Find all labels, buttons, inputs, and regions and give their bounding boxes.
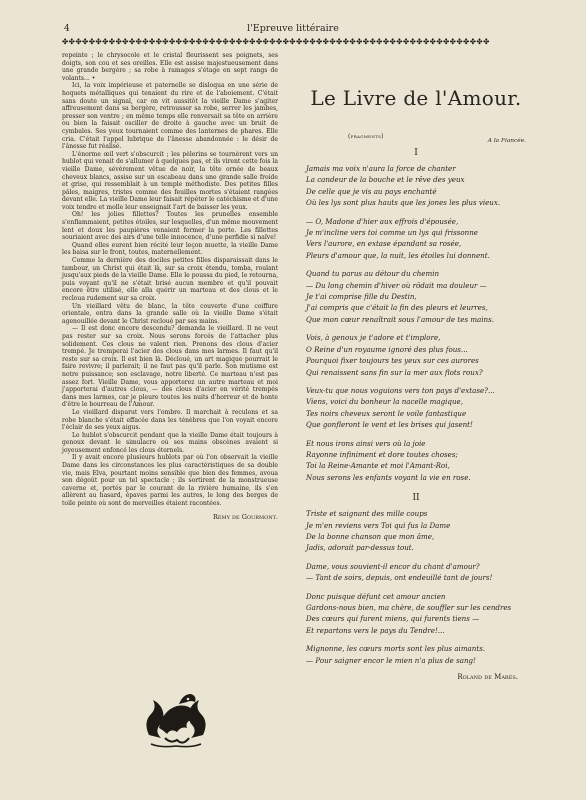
verse-line: — Du long chemin d'hiver où rôdait ma douleur — xyxy=(306,280,487,290)
section-number-2: II xyxy=(412,493,420,504)
left-column-prose xyxy=(62,52,278,521)
lion-emblem-icon xyxy=(141,680,211,750)
prose-paragraph: Il y avait encore plusieurs hublots par où l'on observait la vieille Dame dans les circonstances les plus caractéristiques de sa double vie, mais Elva, pourtant moins sensible que bien des femmes, avoua son dégoût pour un tel spectacle ; ils sortirent de la monstrueuse caverne et, portés par le courant de la rivière humaine, ils s'en allèrent au hasard, épaves parmi les autres, le long des berges de toile peinte où sont de merveilles étaient racontées. xyxy=(62,454,278,508)
prose-paragraphs xyxy=(62,52,278,508)
verse-line: Qui renaissent sans fin sur la mer aux flots roux? xyxy=(306,367,483,377)
stanza xyxy=(306,508,526,554)
stanza xyxy=(306,332,526,378)
ornamental-border: ✤✤✤✤✤✤✤✤✤✤✤✤✤✤✤✤✤✤✤✤✤✤✤✤✤✤✤✤✤✤✤✤✤✤✤✤✤✤✤✤✤✤✤✤✤✤✤✤✤✤✤✤✤✤✤✤✤✤✤✤✤✤✤✤ xyxy=(62,37,490,46)
stanza-group-1 xyxy=(306,163,526,483)
verse-line: Gardons-nous bien, ma chère, de souffler sur les cendres xyxy=(306,603,512,612)
verse-line: Pourquoi fixer toujours tes yeux sur ces aurores xyxy=(306,356,479,366)
poem-subtitle: (fragments) xyxy=(348,133,384,140)
page-number: 4 xyxy=(64,24,70,34)
author-signature-gourmont: Remy de Gourmont. xyxy=(212,512,278,521)
verse-line: Je m'incline vers toi comme un lys qui frissonne xyxy=(306,228,478,238)
verse-line: Des cœurs qui furent miens, qui furents tiens — xyxy=(306,614,480,624)
verse-line: La candeur de la bouche et le rêve des yeux xyxy=(306,175,465,185)
prose-paragraph: L'énorme œil vert s'obscurcit ; les pèlerins se tournèrent vers un hublot qui venait de s'allumer à quelques pas, et ils virent cette fois la vieille Dame, sévèrement vêtue de noir, la tête ornée de beaux cheveux blancs, assise sur un escabeau dans une grande salle froide et grise, qui ressemblait à un temple méthodiste. Des petites filles pâles, maigres, tristes comme des feuilles mortes s'étaient rangées devant elle. La vieille Dame leur faisait répéter le catéchisme et d'une voix tendre et molle leur enseignait l'art de baisser les yeux. xyxy=(62,150,278,211)
prose-paragraph: Ici, la voix impérieuse et paternelle se disloqua en une série de hoquets métalliques qui tenaient du rire et de l'aboiement. C'était sans doute un signal, car on vit aussitôt la vieille Dame s'agiter affreusement dans sa bergère, retrousser sa robe, serrer les jambes, presser son ventre ; en même temps elle renversait sa tête en arrière ou bien la faisait osciller de droite à gauche avec un bruit de cymbales. Ses yeux tournaient comme des lanternes de phares. Elle cria. C'était l'appel lubrique de l'ânesse abandonnée : le désir de l'ânesse fut réalisé. xyxy=(62,82,278,151)
verse-line: Quand tu parus au détour du chemin xyxy=(306,269,440,279)
verse-line: Que mon cœur renaîtrait sous l'amour de tes mains. xyxy=(306,314,495,324)
verse-line: Jadis, adorait par-dessus tout. xyxy=(306,543,414,553)
stanza xyxy=(306,163,526,209)
prose-paragraph: Le vieillard disparut vers l'ombre. Il marchait à reculons et sa robe blanche s'était effacée dans les ténèbres que l'on voyait encore l'éclair de ses yeux aigus. xyxy=(62,408,278,432)
verse-line: Que gonfleront le vent et les brises qui jasent! xyxy=(306,420,473,430)
poem-dedication: A la Fiancée. xyxy=(487,138,526,144)
stanza-group-2 xyxy=(306,508,526,666)
author-signature-mares: Roland de Marès. xyxy=(457,673,518,682)
verse-line: Toi la Reine-Amante et moi l'Amant-Roi, xyxy=(306,461,450,471)
stanza xyxy=(306,591,526,637)
verse-line: De la bonne chanson que mon âme, xyxy=(306,531,435,541)
page-header xyxy=(58,22,528,36)
verse-line: J'ai compris que c'était la fin des pleurs et leurres, xyxy=(306,303,488,313)
prose-paragraph: repeinte ; le chrysocole et le cristal fleurissent ses poignets, ses doigts, son cou et ses oreilles. Elle est assise majestueusement dans une grande bergère ; sa robe à ramages s'étage en sept rangs de volants... • xyxy=(62,52,278,82)
verse-line: Nous serons les enfants voyant la vie en rose. xyxy=(306,472,471,482)
verse-line: Où les lys sont plus hauts que les jones les plus vieux. xyxy=(306,198,501,208)
section-number-1: I xyxy=(414,148,418,158)
verse-line: Rayonne infiniment et dore toutes choses; xyxy=(306,449,458,459)
poem-title: Le Livre de l'Amour. xyxy=(310,86,522,110)
verse-line: Pleurs d'amour que, la nuit, les étoiles lui donnent. xyxy=(306,250,490,260)
verse-line: Et nous irons ainsi vers où la joie xyxy=(306,438,426,448)
verse-line: — Tant de soirs, depuis, ont endeuillé tant de jours! xyxy=(306,573,493,583)
verse-line: Viens, voici du bonheur la nacelle magique, xyxy=(306,397,463,407)
verse-line: O Reine d'un royaume ignoré des plus fous... xyxy=(306,344,468,354)
verse-line: Je t'ai comprise fille du Destin, xyxy=(306,292,417,302)
verse-line: Je m'en reviens vers Toi qui fus la Dame xyxy=(306,520,451,530)
prose-paragraph: Le hublot s'obscurcit pendant que la vieille Dame était toujours à genoux devant le simulacre où ses mains obscènes avaient si joyeusement enfoncé les clous éternels. xyxy=(62,431,278,454)
stanza xyxy=(306,385,526,431)
stanza xyxy=(306,643,526,666)
right-column-poetry xyxy=(306,86,526,681)
verse-line: Et repartons vers le pays du Tendre!... xyxy=(306,625,445,635)
verse-line: Vers l'aurore, en extase épandant sa rosée, xyxy=(306,239,462,249)
verse-line: — Pour saigner encor le mien n'a plus de sang! xyxy=(306,655,476,665)
prose-paragraph: — Il est donc encore descendu? demanda le vieillard. Il ne veut pas rester sur sa croix. Nous serons forcés de l'attacher plus solidement. Ces clous ne valent rien. Prenons des clous d'acier trempé. Je tremperai l'acier des clous dans mes larmes. Il faut qu'il reste sur sa croix. Il est bien là. Décloué, un art magique pourrait le faire revivre; il parlerait; il ne faut pas qu'il parle. Son mutisme est notre puissance; son esclavage, notre liberté. Ce marteau n'est pas assez fort. Vieille Dame, vous apporterez un autre marteau et moi j'apporterai d'autres clous, — des clous d'acier en vérité trempés dans mes larmes, car je pleure toutes les nuits d'horreur et de honte d'être le bourreau de l'Amour. xyxy=(62,325,278,409)
verse-line: De celle que je vis au pays enchanté xyxy=(306,186,437,196)
stanza xyxy=(306,216,526,262)
prose-paragraph: Oh! les jolies fillettes? Toutes les prunelles ensemble s'enflammaient, petites étoiles, sur lesquelles, d'un même mouvement lent et doux les paupières venaient fermer la porte. Les fillettes souriaient avec des airs d'une telle innocence, d'une perfidie si naïve! xyxy=(62,211,278,242)
verse-line: Veux-tu que nous voguions vers ton pays d'extase?... xyxy=(306,385,495,395)
stanza xyxy=(306,561,526,584)
verse-line: Mignonne, les cœurs morts sont les plus aimants. xyxy=(306,644,486,654)
publication-title: l'Epreuve littéraire xyxy=(247,23,339,34)
verse-line: Triste et saignant des mille coups xyxy=(306,509,428,519)
verse-line: Donc puisque défunt cet amour ancien xyxy=(306,591,446,601)
verse-line: Jamais ma voix n'aura la force de chanter xyxy=(306,164,456,173)
prose-paragraph: Quand elles eurent bien récité leur leçon muette, la vieille Dame les baisa sur le front, toutes, maternellement. xyxy=(62,241,278,257)
verse-line: Vois, à genoux je t'adore et t'implore, xyxy=(306,333,441,343)
prose-paragraph: Un vieillard vêtu de blanc, la tête couverte d'une coiffure orientale, entra dans la grande salle où la vieille Dame s'était agenouillée devant le Christ recloué par ses mains. xyxy=(62,302,278,325)
verse-line: Dame, vous souvient-il encor du chant d'amour? xyxy=(306,561,480,571)
prose-paragraph: Comme la dernière des dociles petites filles disparaissait dans le tambour, un Christ qui était là, sur sa croix étendu, tomba, roulant jusqu'aux pieds de la vieille Dame. Elle le poussa du pied, le retourna, puis voyant qu'il ne s'était brisé aucun membre et qu'il pouvait encore être utilisé, elle alla quérir un marteau et des clous et le recloua rudement sur sa croix. xyxy=(62,257,278,302)
verse-line: Tes noirs cheveux seront le voile fantastique xyxy=(306,408,467,418)
stanza xyxy=(306,438,526,484)
verse-line: — O, Madone d'hier aux effrois d'épousée, xyxy=(306,216,459,226)
stanza xyxy=(306,268,526,325)
